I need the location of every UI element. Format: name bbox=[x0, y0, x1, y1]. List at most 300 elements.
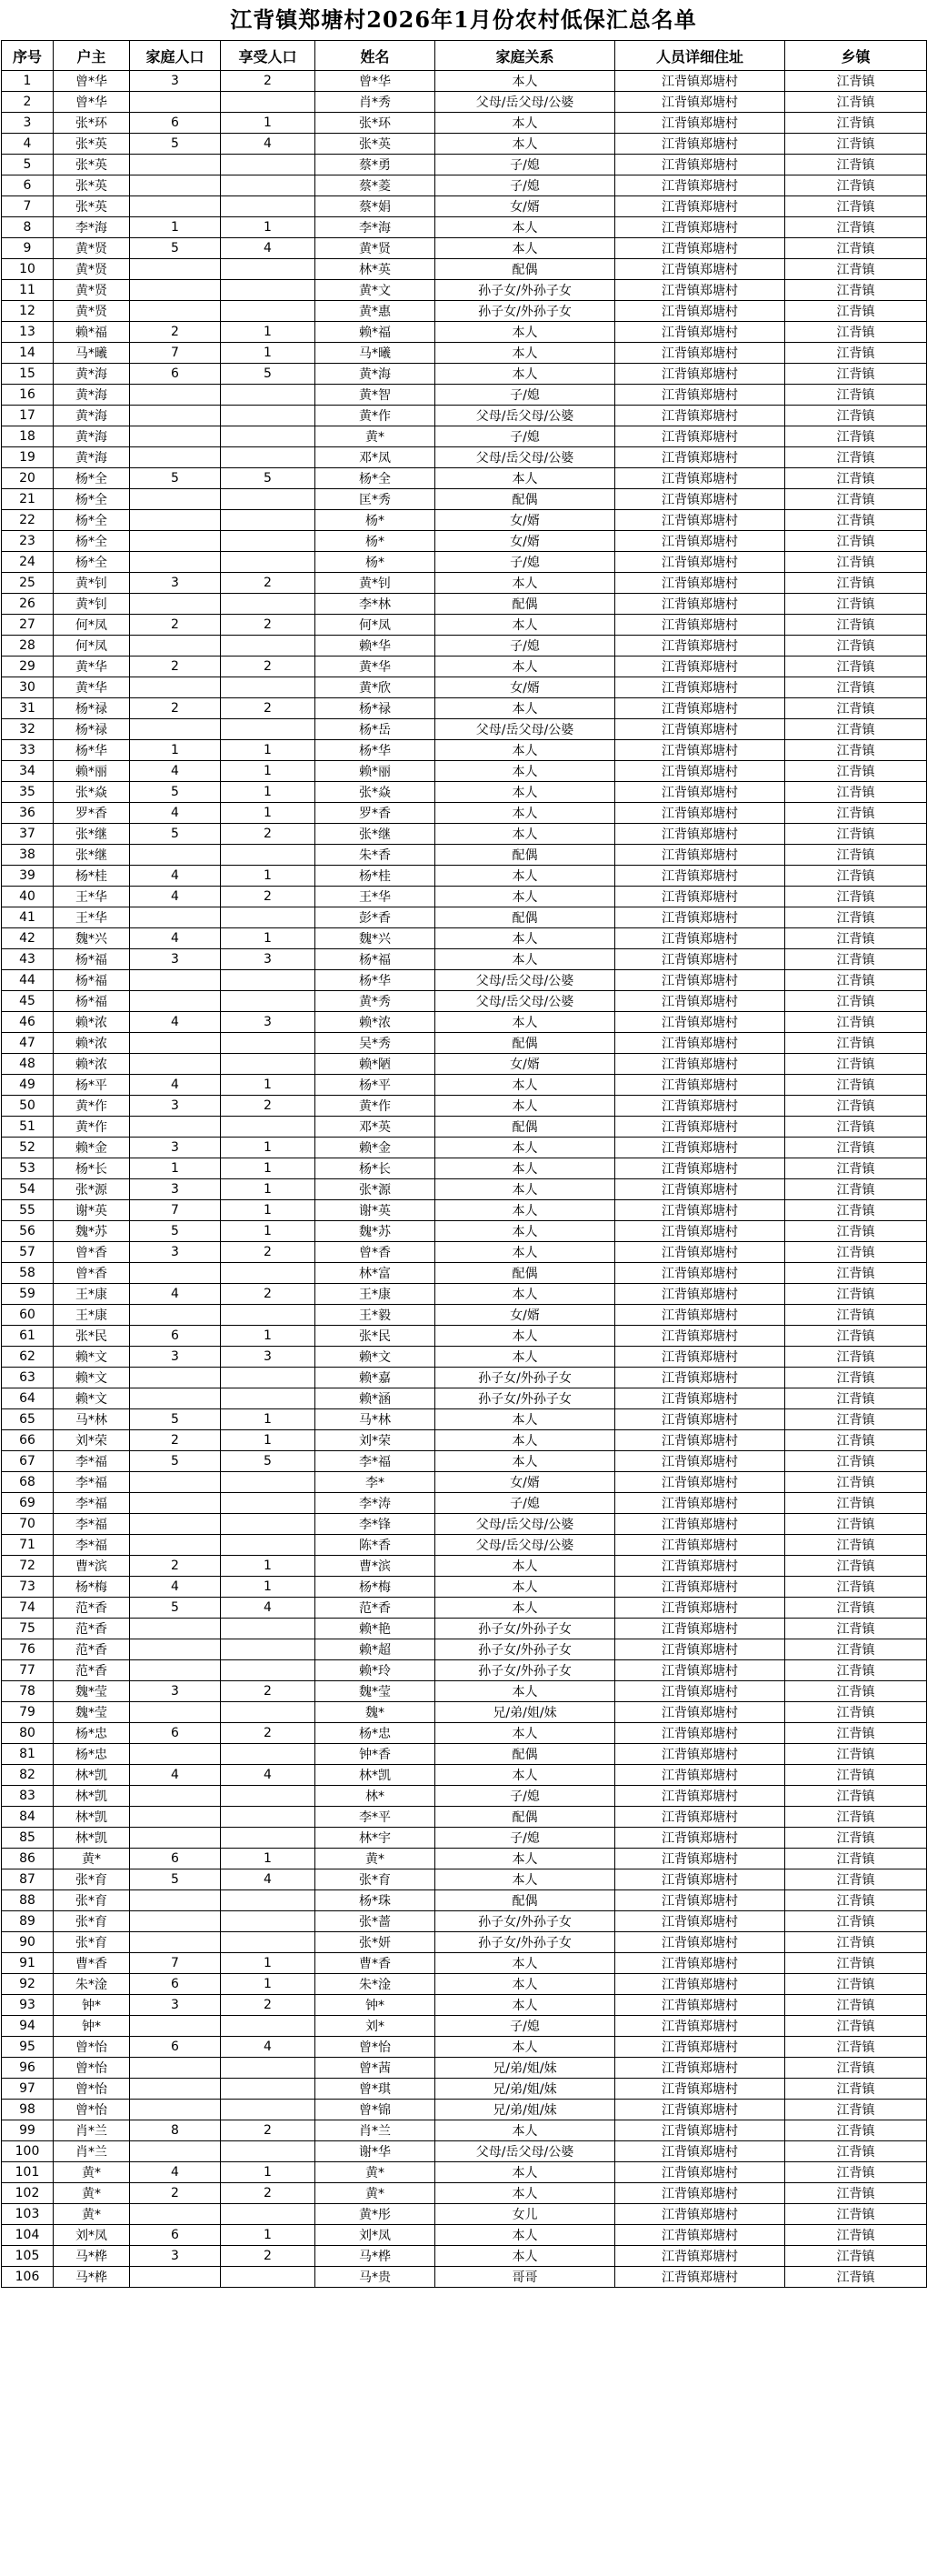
cell-town: 江背镇 bbox=[785, 970, 927, 991]
table-row bbox=[2, 1744, 927, 1765]
cell-family-size bbox=[130, 907, 221, 928]
cell-serial: 19 bbox=[2, 447, 54, 468]
cell-relation: 本人 bbox=[435, 866, 615, 887]
cell-family-size: 5 bbox=[130, 134, 221, 155]
cell-household-head: 杨*全 bbox=[54, 468, 130, 489]
cell-town: 江背镇 bbox=[785, 196, 927, 217]
cell-town: 江背镇 bbox=[785, 1179, 927, 1200]
cell-relation: 孙子女/外孙子女 bbox=[435, 1911, 615, 1932]
table-row bbox=[2, 1807, 927, 1828]
cell-household-head: 张*育 bbox=[54, 1890, 130, 1911]
cell-town: 江背镇 bbox=[785, 1368, 927, 1388]
cell-household-head: 杨*禄 bbox=[54, 698, 130, 719]
cell-beneficiaries bbox=[221, 845, 315, 866]
cell-family-size: 4 bbox=[130, 1577, 221, 1598]
cell-family-size: 2 bbox=[130, 2183, 221, 2204]
cell-beneficiaries: 1 bbox=[221, 1179, 315, 1200]
cell-relation: 本人 bbox=[435, 2037, 615, 2058]
cell-address: 江背镇郑塘村 bbox=[615, 92, 785, 113]
cell-family-size: 5 bbox=[130, 468, 221, 489]
cell-name: 杨*梅 bbox=[315, 1577, 435, 1598]
table-row bbox=[2, 1598, 927, 1619]
cell-household-head: 黄*海 bbox=[54, 364, 130, 385]
cell-household-head: 何*凤 bbox=[54, 615, 130, 636]
cell-serial: 52 bbox=[2, 1138, 54, 1158]
cell-town: 江背镇 bbox=[785, 845, 927, 866]
cell-town: 江背镇 bbox=[785, 677, 927, 698]
cell-name: 谢*华 bbox=[315, 2141, 435, 2162]
cell-address: 江背镇郑塘村 bbox=[615, 1577, 785, 1598]
cell-household-head: 刘*荣 bbox=[54, 1430, 130, 1451]
cell-family-size bbox=[130, 1117, 221, 1138]
cell-family-size: 3 bbox=[130, 71, 221, 92]
table-row bbox=[2, 510, 927, 531]
cell-name: 蔡*娟 bbox=[315, 196, 435, 217]
cell-serial: 82 bbox=[2, 1765, 54, 1786]
cell-relation: 本人 bbox=[435, 134, 615, 155]
cell-town: 江背镇 bbox=[785, 1388, 927, 1409]
table-row bbox=[2, 447, 927, 468]
table-row bbox=[2, 1577, 927, 1598]
cell-town: 江背镇 bbox=[785, 1639, 927, 1660]
cell-address: 江背镇郑塘村 bbox=[615, 1744, 785, 1765]
cell-serial: 76 bbox=[2, 1639, 54, 1660]
cell-address: 江背镇郑塘村 bbox=[615, 1012, 785, 1033]
cell-address: 江背镇郑塘村 bbox=[615, 928, 785, 949]
cell-name: 黄* bbox=[315, 2183, 435, 2204]
cell-family-size bbox=[130, 259, 221, 280]
cell-beneficiaries bbox=[221, 1535, 315, 1556]
cell-town: 江背镇 bbox=[785, 1744, 927, 1765]
cell-name: 赖*玲 bbox=[315, 1660, 435, 1681]
cell-beneficiaries: 1 bbox=[221, 740, 315, 761]
cell-name: 黄*智 bbox=[315, 385, 435, 406]
cell-town: 江背镇 bbox=[785, 887, 927, 907]
cell-relation: 本人 bbox=[435, 761, 615, 782]
table-row bbox=[2, 1117, 927, 1138]
cell-name: 曾*怡 bbox=[315, 2037, 435, 2058]
cell-name: 赖*涵 bbox=[315, 1388, 435, 1409]
cell-address: 江背镇郑塘村 bbox=[615, 615, 785, 636]
cell-relation: 本人 bbox=[435, 1221, 615, 1242]
cell-town: 江背镇 bbox=[785, 489, 927, 510]
table-row bbox=[2, 1765, 927, 1786]
cell-relation: 孙子女/外孙子女 bbox=[435, 1619, 615, 1639]
cell-name: 曾*锦 bbox=[315, 2100, 435, 2120]
cell-household-head: 张*英 bbox=[54, 196, 130, 217]
cell-relation: 子/媳 bbox=[435, 636, 615, 657]
cell-address: 江背镇郑塘村 bbox=[615, 949, 785, 970]
cell-serial: 46 bbox=[2, 1012, 54, 1033]
cell-address: 江背镇郑塘村 bbox=[615, 1075, 785, 1096]
cell-beneficiaries: 4 bbox=[221, 238, 315, 259]
cell-address: 江背镇郑塘村 bbox=[615, 1723, 785, 1744]
table-row bbox=[2, 2079, 927, 2100]
cell-relation: 本人 bbox=[435, 1012, 615, 1033]
cell-town: 江背镇 bbox=[785, 531, 927, 552]
cell-town: 江背镇 bbox=[785, 1012, 927, 1033]
cell-town: 江背镇 bbox=[785, 1200, 927, 1221]
cell-household-head: 张*英 bbox=[54, 155, 130, 175]
cell-town: 江背镇 bbox=[785, 343, 927, 364]
cell-name: 肖*兰 bbox=[315, 2120, 435, 2141]
cell-relation: 本人 bbox=[435, 1179, 615, 1200]
cell-household-head: 何*凤 bbox=[54, 636, 130, 657]
cell-serial: 2 bbox=[2, 92, 54, 113]
cell-town: 江背镇 bbox=[785, 2225, 927, 2246]
table-row bbox=[2, 740, 927, 761]
cell-serial: 21 bbox=[2, 489, 54, 510]
cell-serial: 33 bbox=[2, 740, 54, 761]
cell-beneficiaries: 1 bbox=[221, 113, 315, 134]
cell-name: 马*桦 bbox=[315, 2246, 435, 2267]
cell-household-head: 杨*忠 bbox=[54, 1744, 130, 1765]
cell-family-size: 3 bbox=[130, 2246, 221, 2267]
cell-serial: 45 bbox=[2, 991, 54, 1012]
table-row bbox=[2, 155, 927, 175]
cell-name: 李*海 bbox=[315, 217, 435, 238]
cell-family-size bbox=[130, 1660, 221, 1681]
cell-serial: 58 bbox=[2, 1263, 54, 1284]
cell-beneficiaries bbox=[221, 1702, 315, 1723]
cell-serial: 47 bbox=[2, 1033, 54, 1054]
cell-beneficiaries bbox=[221, 1619, 315, 1639]
cell-town: 江背镇 bbox=[785, 761, 927, 782]
cell-beneficiaries bbox=[221, 991, 315, 1012]
cell-serial: 37 bbox=[2, 824, 54, 845]
cell-town: 江背镇 bbox=[785, 447, 927, 468]
cell-town: 江背镇 bbox=[785, 991, 927, 1012]
cell-address: 江背镇郑塘村 bbox=[615, 406, 785, 426]
cell-serial: 54 bbox=[2, 1179, 54, 1200]
cell-family-size: 8 bbox=[130, 2120, 221, 2141]
cell-household-head: 谢*英 bbox=[54, 1200, 130, 1221]
cell-beneficiaries bbox=[221, 2267, 315, 2288]
cell-name: 何*凤 bbox=[315, 615, 435, 636]
cell-town: 江背镇 bbox=[785, 2162, 927, 2183]
cell-beneficiaries: 4 bbox=[221, 134, 315, 155]
table-row bbox=[2, 2183, 927, 2204]
cell-family-size bbox=[130, 196, 221, 217]
cell-town: 江背镇 bbox=[785, 803, 927, 824]
cell-beneficiaries: 1 bbox=[221, 866, 315, 887]
cell-family-size: 3 bbox=[130, 949, 221, 970]
cell-beneficiaries bbox=[221, 406, 315, 426]
cell-name: 邓*英 bbox=[315, 1117, 435, 1138]
cell-relation: 女/婿 bbox=[435, 677, 615, 698]
cell-household-head: 赖*文 bbox=[54, 1368, 130, 1388]
cell-serial: 77 bbox=[2, 1660, 54, 1681]
cell-address: 江背镇郑塘村 bbox=[615, 1347, 785, 1368]
cell-serial: 102 bbox=[2, 2183, 54, 2204]
cell-beneficiaries bbox=[221, 175, 315, 196]
cell-household-head: 赖*文 bbox=[54, 1388, 130, 1409]
cell-address: 江背镇郑塘村 bbox=[615, 573, 785, 594]
cell-town: 江背镇 bbox=[785, 1305, 927, 1326]
cell-serial: 22 bbox=[2, 510, 54, 531]
cell-name: 曹*滨 bbox=[315, 1556, 435, 1577]
cell-relation: 子/媳 bbox=[435, 175, 615, 196]
table-row bbox=[2, 1890, 927, 1911]
cell-relation: 孙子女/外孙子女 bbox=[435, 1368, 615, 1388]
cell-family-size: 1 bbox=[130, 1158, 221, 1179]
cell-address: 江背镇郑塘村 bbox=[615, 1493, 785, 1514]
table-row bbox=[2, 1012, 927, 1033]
table-row bbox=[2, 1995, 927, 2016]
cell-beneficiaries: 1 bbox=[221, 1200, 315, 1221]
cell-household-head: 黄*华 bbox=[54, 677, 130, 698]
cell-town: 江背镇 bbox=[785, 1723, 927, 1744]
cell-address: 江背镇郑塘村 bbox=[615, 1828, 785, 1849]
cell-beneficiaries bbox=[221, 2058, 315, 2079]
cell-household-head: 杨*华 bbox=[54, 740, 130, 761]
cell-household-head: 杨*禄 bbox=[54, 719, 130, 740]
cell-relation: 子/媳 bbox=[435, 1786, 615, 1807]
cell-beneficiaries: 2 bbox=[221, 615, 315, 636]
cell-relation: 父母/岳父母/公婆 bbox=[435, 2141, 615, 2162]
cell-household-head: 黄*钊 bbox=[54, 594, 130, 615]
cell-relation: 本人 bbox=[435, 113, 615, 134]
cell-address: 江背镇郑塘村 bbox=[615, 2058, 785, 2079]
cell-town: 江背镇 bbox=[785, 1158, 927, 1179]
cell-serial: 70 bbox=[2, 1514, 54, 1535]
table-row bbox=[2, 887, 927, 907]
table-row bbox=[2, 2225, 927, 2246]
cell-town: 江背镇 bbox=[785, 113, 927, 134]
cell-address: 江背镇郑塘村 bbox=[615, 803, 785, 824]
cell-address: 江背镇郑塘村 bbox=[615, 343, 785, 364]
cell-town: 江背镇 bbox=[785, 1765, 927, 1786]
cell-town: 江背镇 bbox=[785, 1117, 927, 1138]
cell-name: 林* bbox=[315, 1786, 435, 1807]
table-row bbox=[2, 2120, 927, 2141]
table-row bbox=[2, 1828, 927, 1849]
cell-household-head: 曾*怡 bbox=[54, 2037, 130, 2058]
cell-address: 江背镇郑塘村 bbox=[615, 1388, 785, 1409]
cell-household-head: 杨*忠 bbox=[54, 1723, 130, 1744]
cell-household-head: 魏*莹 bbox=[54, 1702, 130, 1723]
cell-household-head: 魏*莹 bbox=[54, 1681, 130, 1702]
cell-household-head: 赖*文 bbox=[54, 1347, 130, 1368]
table-row bbox=[2, 761, 927, 782]
cell-beneficiaries bbox=[221, 1117, 315, 1138]
cell-town: 江背镇 bbox=[785, 824, 927, 845]
cell-name: 马*曦 bbox=[315, 343, 435, 364]
table-row bbox=[2, 1493, 927, 1514]
cell-name: 黄*彤 bbox=[315, 2204, 435, 2225]
table-row bbox=[2, 949, 927, 970]
cell-name: 杨*平 bbox=[315, 1075, 435, 1096]
cell-relation: 配偶 bbox=[435, 594, 615, 615]
cell-town: 江背镇 bbox=[785, 657, 927, 677]
cell-serial: 104 bbox=[2, 2225, 54, 2246]
cell-relation: 本人 bbox=[435, 782, 615, 803]
cell-relation: 本人 bbox=[435, 1849, 615, 1869]
cell-name: 黄*欣 bbox=[315, 677, 435, 698]
cell-family-size bbox=[130, 991, 221, 1012]
cell-family-size bbox=[130, 2267, 221, 2288]
cell-name: 杨* bbox=[315, 531, 435, 552]
table-row bbox=[2, 322, 927, 343]
cell-serial: 63 bbox=[2, 1368, 54, 1388]
cell-address: 江背镇郑塘村 bbox=[615, 1054, 785, 1075]
cell-beneficiaries bbox=[221, 259, 315, 280]
cell-relation: 本人 bbox=[435, 887, 615, 907]
cell-address: 江背镇郑塘村 bbox=[615, 238, 785, 259]
cell-household-head: 李*福 bbox=[54, 1451, 130, 1472]
cell-name: 赖*浓 bbox=[315, 1012, 435, 1033]
table-row bbox=[2, 1263, 927, 1284]
cell-household-head: 朱*淦 bbox=[54, 1974, 130, 1995]
cell-serial: 85 bbox=[2, 1828, 54, 1849]
cell-serial: 83 bbox=[2, 1786, 54, 1807]
cell-family-size bbox=[130, 845, 221, 866]
cell-town: 江背镇 bbox=[785, 1514, 927, 1535]
cell-family-size: 4 bbox=[130, 1284, 221, 1305]
cell-name: 张*英 bbox=[315, 134, 435, 155]
cell-household-head: 赖*浓 bbox=[54, 1033, 130, 1054]
cell-name: 蔡*菱 bbox=[315, 175, 435, 196]
cell-family-size: 7 bbox=[130, 1200, 221, 1221]
cell-address: 江背镇郑塘村 bbox=[615, 280, 785, 301]
cell-relation: 女/婿 bbox=[435, 531, 615, 552]
col-header-family-size: 家庭人口 bbox=[130, 41, 221, 71]
cell-family-size: 3 bbox=[130, 1347, 221, 1368]
table-row bbox=[2, 1535, 927, 1556]
cell-address: 江背镇郑塘村 bbox=[615, 510, 785, 531]
cell-relation: 本人 bbox=[435, 1242, 615, 1263]
cell-household-head: 张*焱 bbox=[54, 782, 130, 803]
cell-family-size: 4 bbox=[130, 803, 221, 824]
cell-town: 江背镇 bbox=[785, 636, 927, 657]
cell-household-head: 黄*贤 bbox=[54, 280, 130, 301]
table-row bbox=[2, 385, 927, 406]
table-row bbox=[2, 1723, 927, 1744]
cell-town: 江背镇 bbox=[785, 1598, 927, 1619]
cell-family-size bbox=[130, 2058, 221, 2079]
cell-serial: 57 bbox=[2, 1242, 54, 1263]
cell-town: 江背镇 bbox=[785, 573, 927, 594]
cell-address: 江背镇郑塘村 bbox=[615, 2016, 785, 2037]
table-row bbox=[2, 907, 927, 928]
cell-name: 张*妍 bbox=[315, 1932, 435, 1953]
cell-serial: 61 bbox=[2, 1326, 54, 1347]
cell-address: 江背镇郑塘村 bbox=[615, 1911, 785, 1932]
cell-serial: 39 bbox=[2, 866, 54, 887]
cell-name: 黄*钊 bbox=[315, 573, 435, 594]
cell-address: 江背镇郑塘村 bbox=[615, 2267, 785, 2288]
cell-family-size: 4 bbox=[130, 1765, 221, 1786]
cell-relation: 女/婿 bbox=[435, 510, 615, 531]
cell-address: 江背镇郑塘村 bbox=[615, 636, 785, 657]
cell-town: 江背镇 bbox=[785, 1263, 927, 1284]
cell-address: 江背镇郑塘村 bbox=[615, 719, 785, 740]
table-row bbox=[2, 1305, 927, 1326]
cell-serial: 74 bbox=[2, 1598, 54, 1619]
cell-name: 黄*文 bbox=[315, 280, 435, 301]
cell-beneficiaries: 3 bbox=[221, 1347, 315, 1368]
cell-address: 江背镇郑塘村 bbox=[615, 1974, 785, 1995]
cell-relation: 本人 bbox=[435, 2120, 615, 2141]
cell-town: 江背镇 bbox=[785, 2267, 927, 2288]
cell-beneficiaries bbox=[221, 636, 315, 657]
cell-household-head: 张*源 bbox=[54, 1179, 130, 1200]
table-row bbox=[2, 280, 927, 301]
cell-relation: 孙子女/外孙子女 bbox=[435, 301, 615, 322]
cell-serial: 72 bbox=[2, 1556, 54, 1577]
table-row bbox=[2, 1409, 927, 1430]
cell-beneficiaries: 1 bbox=[221, 343, 315, 364]
cell-beneficiaries bbox=[221, 552, 315, 573]
cell-beneficiaries: 2 bbox=[221, 1995, 315, 2016]
cell-address: 江背镇郑塘村 bbox=[615, 1430, 785, 1451]
cell-household-head: 黄*海 bbox=[54, 426, 130, 447]
cell-address: 江背镇郑塘村 bbox=[615, 113, 785, 134]
cell-serial: 27 bbox=[2, 615, 54, 636]
cell-beneficiaries: 1 bbox=[221, 1974, 315, 1995]
cell-address: 江背镇郑塘村 bbox=[615, 301, 785, 322]
cell-town: 江背镇 bbox=[785, 1786, 927, 1807]
cell-address: 江背镇郑塘村 bbox=[615, 426, 785, 447]
cell-family-size: 6 bbox=[130, 1326, 221, 1347]
cell-name: 赖*华 bbox=[315, 636, 435, 657]
cell-beneficiaries bbox=[221, 489, 315, 510]
cell-serial: 101 bbox=[2, 2162, 54, 2183]
cell-name: 杨* bbox=[315, 510, 435, 531]
cell-relation: 女/婿 bbox=[435, 196, 615, 217]
cell-serial: 14 bbox=[2, 343, 54, 364]
cell-town: 江背镇 bbox=[785, 1974, 927, 1995]
cell-relation: 本人 bbox=[435, 2162, 615, 2183]
cell-town: 江背镇 bbox=[785, 907, 927, 928]
cell-household-head: 张*育 bbox=[54, 1932, 130, 1953]
table-row bbox=[2, 1158, 927, 1179]
cell-name: 杨*长 bbox=[315, 1158, 435, 1179]
cell-serial: 53 bbox=[2, 1158, 54, 1179]
cell-name: 张*育 bbox=[315, 1869, 435, 1890]
cell-family-size: 6 bbox=[130, 1849, 221, 1869]
cell-beneficiaries bbox=[221, 280, 315, 301]
cell-serial: 67 bbox=[2, 1451, 54, 1472]
cell-relation: 兄/弟/姐/妹 bbox=[435, 2079, 615, 2100]
cell-family-size: 5 bbox=[130, 1221, 221, 1242]
cell-name: 黄* bbox=[315, 426, 435, 447]
cell-address: 江背镇郑塘村 bbox=[615, 1179, 785, 1200]
cell-town: 江背镇 bbox=[785, 1430, 927, 1451]
cell-household-head: 杨*平 bbox=[54, 1075, 130, 1096]
cell-serial: 69 bbox=[2, 1493, 54, 1514]
cell-household-head: 李*福 bbox=[54, 1493, 130, 1514]
cell-address: 江背镇郑塘村 bbox=[615, 259, 785, 280]
cell-name: 王*毅 bbox=[315, 1305, 435, 1326]
col-header-name: 姓名 bbox=[315, 41, 435, 71]
cell-beneficiaries bbox=[221, 2100, 315, 2120]
cell-serial: 30 bbox=[2, 677, 54, 698]
cell-relation: 配偶 bbox=[435, 1263, 615, 1284]
table-row bbox=[2, 175, 927, 196]
cell-family-size bbox=[130, 447, 221, 468]
cell-town: 江背镇 bbox=[785, 217, 927, 238]
table-row bbox=[2, 824, 927, 845]
cell-address: 江背镇郑塘村 bbox=[615, 740, 785, 761]
cell-name: 张*蔷 bbox=[315, 1911, 435, 1932]
cell-serial: 3 bbox=[2, 113, 54, 134]
cell-family-size bbox=[130, 175, 221, 196]
cell-address: 江背镇郑塘村 bbox=[615, 468, 785, 489]
cell-name: 钟* bbox=[315, 1995, 435, 2016]
cell-name: 杨*全 bbox=[315, 468, 435, 489]
cell-beneficiaries: 1 bbox=[221, 928, 315, 949]
